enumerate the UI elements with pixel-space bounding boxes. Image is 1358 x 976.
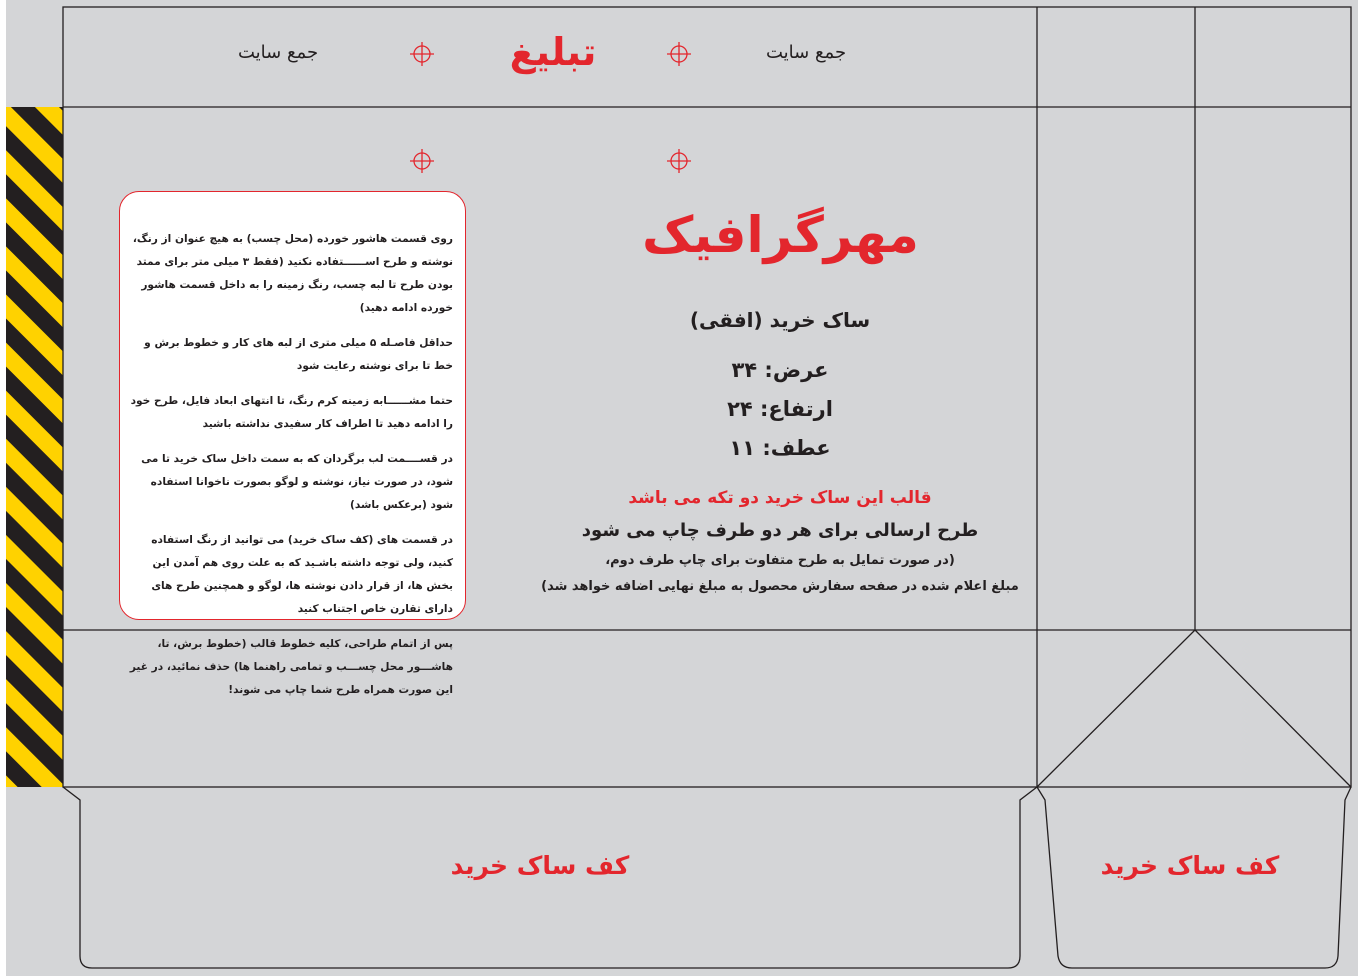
product-width: عرض: ۳۴ (731, 358, 829, 382)
top-logo (448, 30, 658, 74)
instruction-item: در قســــمت لب برگردان که به سمت داخل ساک خرید تا می شود، در صورت نیاز، نوشته و لوگو بصورت ناخوانا استفاده شود (برعکس باشد) (141, 453, 453, 511)
top-logo-text: تبلیغ (509, 30, 597, 74)
instruction-item: پس از اتمام طراحی، کلیه خطوط قالب (خطوط برش، تا، هاشـــور محل چســـب و تمامی راهنما ها) حذف نمائید، در غیر این صورت همراه طرح شما چاپ می شوند! (129, 638, 453, 696)
template-parts-notice: قالب این ساک خرید دو تکه می باشد (628, 488, 932, 508)
signature-mark-left: ﺟﻤﻊ ﺳﺎﯾﺖ (238, 42, 319, 63)
registration-mark-icon (410, 42, 434, 66)
main-logo-text: مهرگرافیک (642, 206, 919, 264)
product-gusset: عطف: ۱۱ (729, 436, 831, 460)
glue-area-hatch (6, 107, 63, 787)
instruction-item: حداقل فاصـله ۵ میلی متری از لبه های کار و خطوط برش و خط تا برای نوشته رعایت شود (144, 337, 453, 372)
main-logo (628, 205, 933, 265)
print-sides-notice: طرح ارسالی برای هر دو طرف چاپ می شود (581, 520, 979, 541)
gusset-diagonal-left (1037, 630, 1195, 787)
instruction-item: روی قسمت هاشور خورده (محل چسب) به هیچ عنوان از رنگ، نوشته و طرح اســــــتفاده نکنید (فقط ۳ میلی متر برای ممتد بودن طرح تا لبه چسب، رنگ زمینه را به داخل قسمت هاشور خورده ادامه دهید) (132, 233, 453, 314)
alt-design-notice: (در صورت تمایل به طرح متفاوت برای چاپ طرف دوم، (605, 553, 955, 568)
instructions-box (119, 191, 466, 696)
gusset-diagonal-right (1195, 630, 1351, 787)
signature-mark-right: ﺟﻤﻊ ﺳﺎﯾﺖ (766, 42, 847, 63)
front-bottom-label: کف ساک خرید (450, 851, 630, 880)
instruction-item: حتما مشــــــابه زمینه کرم رنگ، تا انتهای ابعاد فایل، طرح خود را ادامه دهید تا اطراف کار سفیدی نداشته باشید (130, 395, 453, 430)
registration-mark-icon (667, 42, 691, 66)
product-height: ارتفاع: ۲۴ (727, 397, 833, 421)
instruction-item: در قسمت های (کف ساک خرید) می توانید از رنگ استفاده کنید، ولی توجه داشته باشـید که به علت روی هم آمدن این بخش ها، از قرار دادن نوشته ها، لوگو و همچنین طرح های دارای تقارن خاص اجتناب کنید (151, 534, 453, 615)
registration-mark-icon (410, 149, 434, 173)
extra-cost-notice: مبلغ اعلام شده در صفحه سفارش محصول به مبلغ نهایی اضافه خواهد شد) (541, 579, 1019, 594)
left-margin-strip (0, 0, 6, 976)
side-bottom-label: کف ساک خرید (1100, 851, 1280, 880)
registration-mark-icon (667, 149, 691, 173)
product-title: ساک خرید (افقی) (689, 308, 871, 332)
